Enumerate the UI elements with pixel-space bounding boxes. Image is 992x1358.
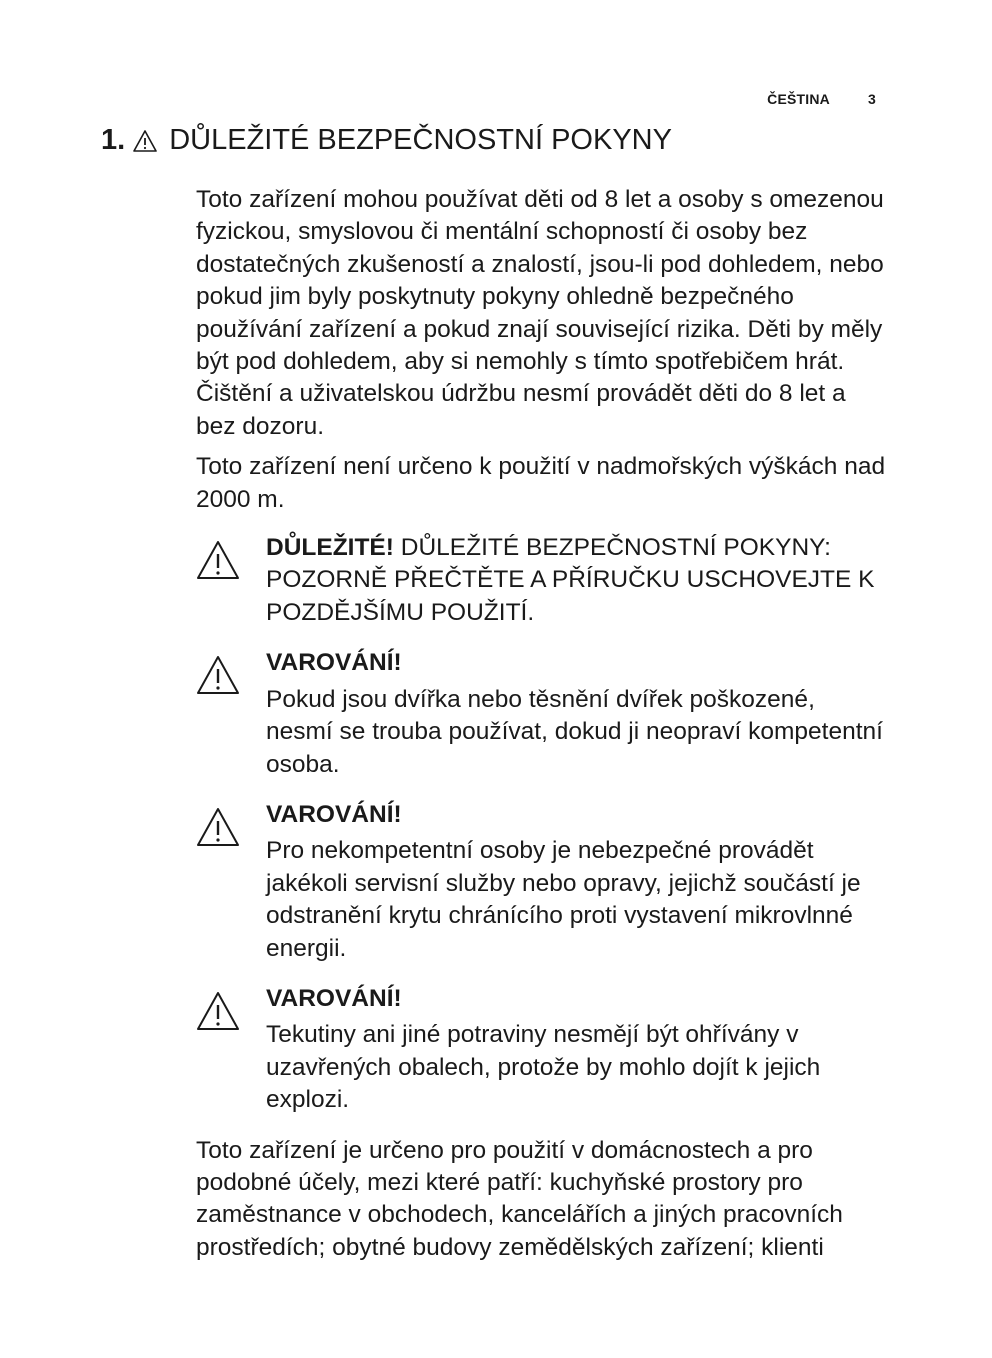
- section-heading: [101, 124, 672, 157]
- warning-body: [266, 532, 886, 629]
- section-title: DŮLEŽITÉ BEZPEČNOSTNÍ POKYNY: [169, 124, 672, 156]
- paragraph-usage: Toto zařízení je určeno pro použití v domácnostech a pro podobné účely, mezi které patří: kuchyňské prostory pro zaměstnance v obchodech, kancelářích a jiných pracovních prostředích; obytné budovy zemědělských zařízení; klienti: [196, 1136, 843, 1261]
- warning-text: Tekutiny ani jiné potraviny nesmějí být ohřívány v uzavřených obalech, protože by mohlo dojít k jejich explozi.: [266, 1021, 821, 1114]
- main-content: [196, 184, 886, 1272]
- warning-title: VAROVÁNÍ!: [266, 984, 402, 1012]
- warning-triangle-icon: [133, 129, 157, 153]
- warning-block-liquids: [196, 983, 886, 1117]
- page-header: [767, 91, 876, 107]
- warning-triangle-icon: [196, 655, 240, 695]
- warning-triangle-icon: [196, 540, 240, 580]
- warning-triangle-icon: [196, 807, 240, 847]
- section-number: 1.: [101, 124, 126, 156]
- page-number: 3: [868, 91, 876, 107]
- warning-block-door: [196, 647, 886, 781]
- warning-text: DŮLEŽITÉ BEZPEČNOSTNÍ POKYNY: POZORNĚ PŘEČTĚTE A PŘÍRUČKU USCHOVEJTE K POZDĚJŠÍMU POUŽITÍ.: [266, 534, 875, 626]
- warning-text: Pro nekompetentní osoby je nebezpečné provádět jakékoli servisní služby nebo opravy, jejichž součástí je odstranění krytu chránícího proti vystavení mikrovlnné energii.: [266, 837, 861, 962]
- warning-body: [266, 983, 886, 1117]
- paragraph-intro: Toto zařízení mohou používat děti od 8 let a osoby s omezenou fyzickou, smyslovou či mentální schopností či osoby bez dostatečných zkušeností a znalostí, jsou-li pod dohledem, nebo pokud jim byly poskytnuty pokyny ohledně bezpečného používání zařízení a pokud znají související rizika. Děti by měly být pod dohledem, aby si nemohly s tímto spotřebičem hrát. Čištění a uživatelskou údržbu nesmí provádět děti do 8 let a bez dozoru.: [196, 186, 884, 440]
- warning-title: VAROVÁNÍ!: [266, 649, 402, 677]
- warning-block-important: [196, 532, 886, 629]
- language-label: ČEŠTINA: [767, 91, 830, 107]
- warning-title: VAROVÁNÍ!: [266, 800, 402, 828]
- warning-title: DŮLEŽITÉ!: [266, 534, 394, 562]
- warning-block-service: [196, 799, 886, 965]
- warning-text: Pokud jsou dvířka nebo těsnění dvířek poškozené, nesmí se trouba používat, dokud ji neopraví kompetentní osoba.: [266, 685, 883, 778]
- warning-body: [266, 647, 886, 781]
- paragraph-altitude: Toto zařízení není určeno k použití v nadmořských výškách nad 2000 m.: [196, 453, 886, 513]
- warning-body: [266, 799, 886, 965]
- warning-triangle-icon: [196, 991, 240, 1031]
